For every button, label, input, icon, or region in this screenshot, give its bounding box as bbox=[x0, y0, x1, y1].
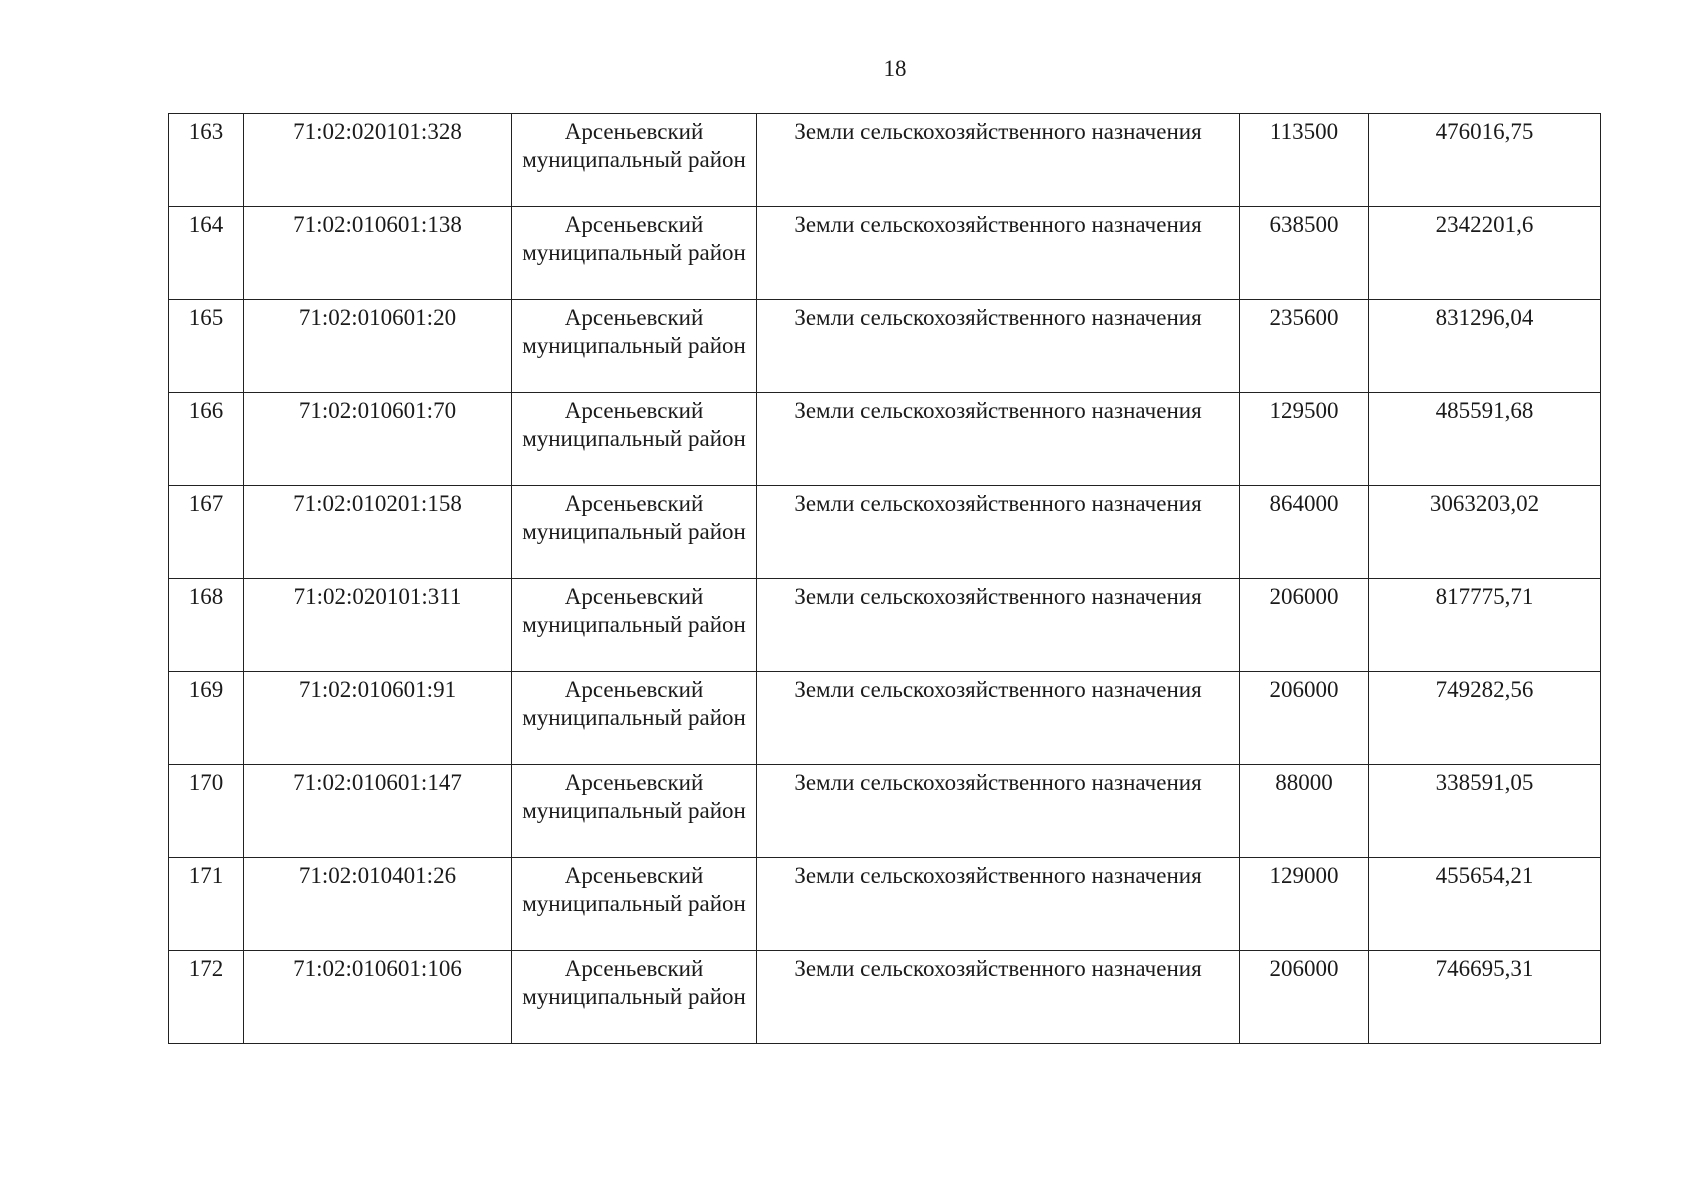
municipality: Арсеньевский муниципальный район bbox=[512, 858, 757, 951]
municipality: Арсеньевский муниципальный район bbox=[512, 207, 757, 300]
table-row bbox=[169, 393, 1601, 486]
table-row bbox=[169, 114, 1601, 207]
table-row bbox=[169, 765, 1601, 858]
table-row bbox=[169, 579, 1601, 672]
area: 129000 bbox=[1240, 858, 1369, 951]
area: 206000 bbox=[1240, 951, 1369, 1044]
land-category: Земли сельскохозяйственного назначения bbox=[757, 672, 1240, 765]
row-number: 164 bbox=[169, 207, 244, 300]
cadastral-number: 71:02:020101:311 bbox=[244, 579, 512, 672]
cadastral-value: 817775,71 bbox=[1369, 579, 1601, 672]
row-number: 166 bbox=[169, 393, 244, 486]
municipality: Арсеньевский муниципальный район bbox=[512, 579, 757, 672]
row-number: 169 bbox=[169, 672, 244, 765]
cadastral-number: 71:02:010601:20 bbox=[244, 300, 512, 393]
cadastral-number: 71:02:020101:328 bbox=[244, 114, 512, 207]
cadastral-value: 485591,68 bbox=[1369, 393, 1601, 486]
land-category: Земли сельскохозяйственного назначения bbox=[757, 393, 1240, 486]
area: 206000 bbox=[1240, 672, 1369, 765]
table-row bbox=[169, 672, 1601, 765]
land-category: Земли сельскохозяйственного назначения bbox=[757, 858, 1240, 951]
cadastral-value: 3063203,02 bbox=[1369, 486, 1601, 579]
cadastral-number: 71:02:010601:91 bbox=[244, 672, 512, 765]
row-number: 171 bbox=[169, 858, 244, 951]
land-category: Земли сельскохозяйственного назначения bbox=[757, 486, 1240, 579]
land-category: Земли сельскохозяйственного назначения bbox=[757, 765, 1240, 858]
cadastral-number: 71:02:010401:26 bbox=[244, 858, 512, 951]
cadastral-value: 746695,31 bbox=[1369, 951, 1601, 1044]
row-number: 170 bbox=[169, 765, 244, 858]
land-category: Земли сельскохозяйственного назначения bbox=[757, 579, 1240, 672]
table-row bbox=[169, 951, 1601, 1044]
table-row bbox=[169, 858, 1601, 951]
row-number: 167 bbox=[169, 486, 244, 579]
land-category: Земли сельскохозяйственного назначения bbox=[757, 207, 1240, 300]
area: 638500 bbox=[1240, 207, 1369, 300]
row-number: 168 bbox=[169, 579, 244, 672]
row-number: 163 bbox=[169, 114, 244, 207]
cadastral-value: 831296,04 bbox=[1369, 300, 1601, 393]
page-number: 18 bbox=[883, 56, 907, 81]
cadastral-value: 2342201,6 bbox=[1369, 207, 1601, 300]
area: 129500 bbox=[1240, 393, 1369, 486]
municipality: Арсеньевский муниципальный район bbox=[512, 765, 757, 858]
table-row bbox=[169, 486, 1601, 579]
row-number: 172 bbox=[169, 951, 244, 1044]
land-plots-table bbox=[168, 113, 1601, 1044]
cadastral-number: 71:02:010201:158 bbox=[244, 486, 512, 579]
table-body bbox=[169, 114, 1601, 1044]
cadastral-value: 338591,05 bbox=[1369, 765, 1601, 858]
area: 113500 bbox=[1240, 114, 1369, 207]
area: 864000 bbox=[1240, 486, 1369, 579]
area: 235600 bbox=[1240, 300, 1369, 393]
cadastral-value: 455654,21 bbox=[1369, 858, 1601, 951]
cadastral-number: 71:02:010601:106 bbox=[244, 951, 512, 1044]
area: 88000 bbox=[1240, 765, 1369, 858]
municipality: Арсеньевский муниципальный район bbox=[512, 114, 757, 207]
municipality: Арсеньевский муниципальный район bbox=[512, 486, 757, 579]
cadastral-value: 749282,56 bbox=[1369, 672, 1601, 765]
municipality: Арсеньевский муниципальный район bbox=[512, 672, 757, 765]
table-row bbox=[169, 300, 1601, 393]
municipality: Арсеньевский муниципальный район bbox=[512, 951, 757, 1044]
table-row bbox=[169, 207, 1601, 300]
cadastral-number: 71:02:010601:70 bbox=[244, 393, 512, 486]
land-category: Земли сельскохозяйственного назначения bbox=[757, 114, 1240, 207]
municipality: Арсеньевский муниципальный район bbox=[512, 393, 757, 486]
cadastral-number: 71:02:010601:147 bbox=[244, 765, 512, 858]
row-number: 165 bbox=[169, 300, 244, 393]
land-category: Земли сельскохозяйственного назначения bbox=[757, 300, 1240, 393]
municipality: Арсеньевский муниципальный район bbox=[512, 300, 757, 393]
land-category: Земли сельскохозяйственного назначения bbox=[757, 951, 1240, 1044]
cadastral-value: 476016,75 bbox=[1369, 114, 1601, 207]
area: 206000 bbox=[1240, 579, 1369, 672]
cadastral-number: 71:02:010601:138 bbox=[244, 207, 512, 300]
